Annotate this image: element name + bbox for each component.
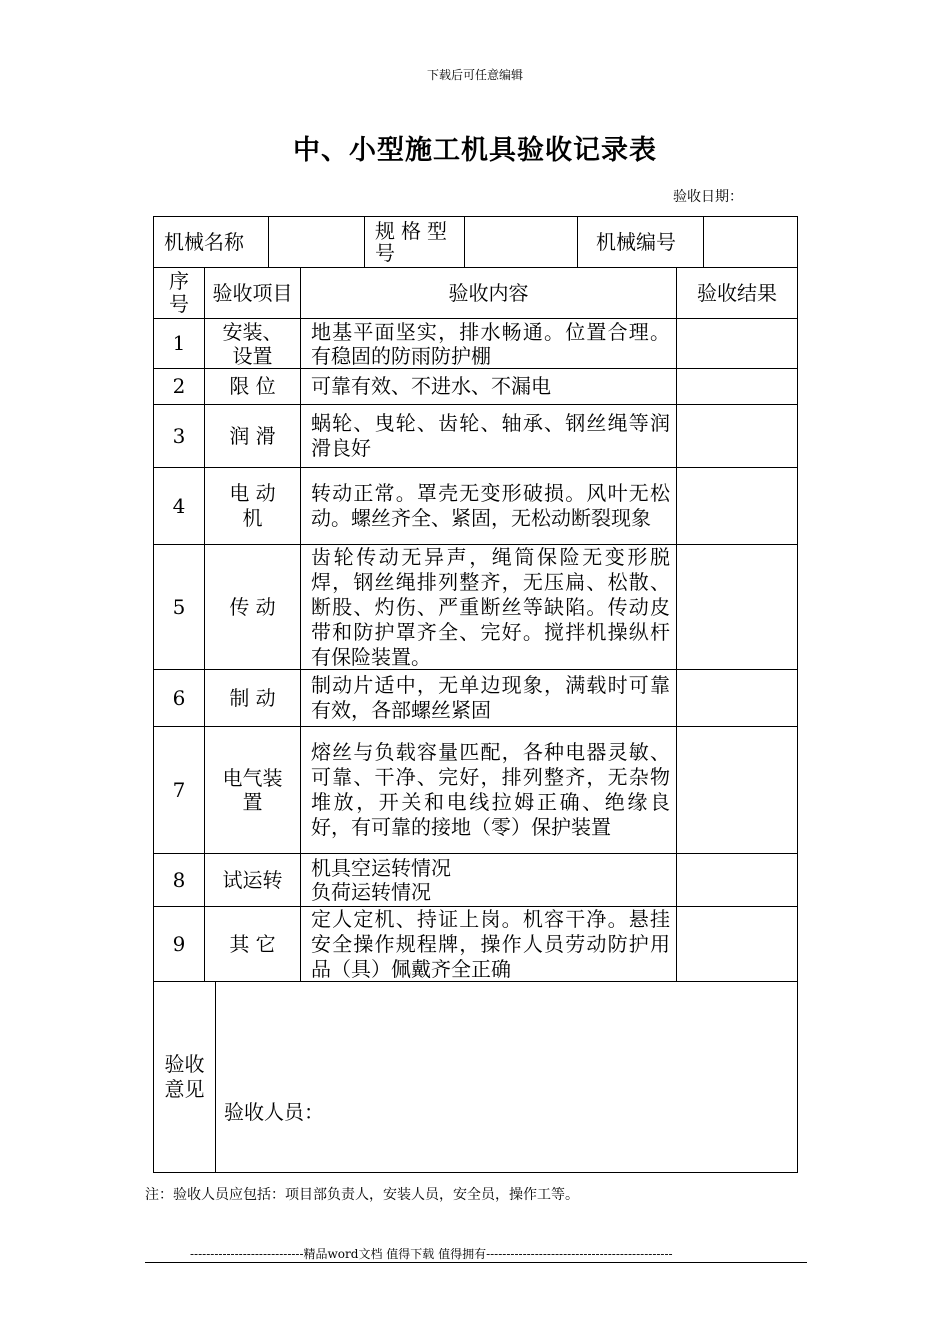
table-row-4-content: 转动正常。罩壳无变形破损。风叶无松动。螺丝齐全、紧固，无松动断裂现象 bbox=[311, 481, 670, 530]
column-header-item: 验收项目 bbox=[212, 280, 293, 305]
opinion-area[interactable] bbox=[216, 982, 797, 1172]
table-row-2-index: 2 bbox=[172, 374, 186, 398]
table-row-8-index: 8 bbox=[172, 867, 186, 892]
inspector-label: 验收人员： bbox=[224, 1100, 324, 1124]
opinion-label: 验收意见 bbox=[164, 1052, 205, 1101]
table-row-7-result[interactable] bbox=[677, 727, 797, 853]
table-row-1-content: 地基平面坚实，排水畅通。位置合理。有稳固的防雨防护棚 bbox=[311, 319, 670, 368]
table-row-3-index: 3 bbox=[172, 423, 186, 448]
table-row-5-item: 传 动 bbox=[229, 594, 276, 619]
rule bbox=[153, 1172, 798, 1173]
table-row-7-index: 7 bbox=[172, 777, 186, 802]
table-row-6-item: 制 动 bbox=[229, 685, 276, 710]
table-row-5-index: 5 bbox=[172, 594, 186, 619]
table-row-6-content: 制动片适中，无单边现象，满载时可靠有效，各部螺丝紧固 bbox=[311, 673, 670, 722]
table-row-6-result[interactable] bbox=[677, 670, 797, 726]
table-row-9-item: 其 它 bbox=[229, 931, 276, 956]
footer-rule bbox=[145, 1262, 807, 1263]
machine-name-value[interactable] bbox=[269, 217, 364, 267]
table-row-7-item: 电气装置 bbox=[222, 766, 283, 814]
table-row-4-result[interactable] bbox=[677, 468, 797, 544]
table-row-2-item: 限 位 bbox=[229, 374, 276, 398]
table-row-9-result[interactable] bbox=[677, 907, 797, 981]
machine-name-label: 机械名称 bbox=[164, 229, 244, 254]
table-row-4-item: 电 动 机 bbox=[229, 481, 283, 530]
table-row-9-index: 9 bbox=[172, 931, 186, 956]
table-row-8-result[interactable] bbox=[677, 854, 797, 906]
table-row-5-result[interactable] bbox=[677, 545, 797, 669]
inspection-date-label: 验收日期： bbox=[673, 189, 743, 205]
column-header-index: 序号 bbox=[169, 269, 189, 316]
footnote: 注：验收人员应包括：项目部负责人，安装人员，安全员，操作工等。 bbox=[145, 1187, 579, 1203]
table-row-8-item: 试运转 bbox=[222, 867, 283, 892]
table-row-8-content: 机具空运转情况 负荷运转情况 bbox=[311, 856, 451, 904]
table-row-1-result[interactable] bbox=[677, 319, 797, 368]
table-row-5-content: 齿轮传动无异声，绳筒保险无变形脱焊，钢丝绳排列整齐，无压扁、松散、断股、灼伤、严重断丝等缺陷。传动皮带和防护罩齐全、完好。搅拌机操纵杆有保险装置。 bbox=[311, 544, 670, 669]
machine-number-value[interactable] bbox=[704, 217, 797, 267]
footer-text: ----------------------------精品word文档 值得下载 值得拥有---------------------------------------------- bbox=[190, 1247, 673, 1261]
table-row-9-content: 定人定机、持证上岗。机容干净。悬挂安全操作规程牌，操作人员劳动防护用品（具）佩戴齐全正确 bbox=[311, 906, 670, 981]
model-spec-value[interactable] bbox=[465, 217, 577, 267]
header-note: 下载后可任意编辑 bbox=[426, 68, 523, 82]
table-row-1-item: 安装、设置 bbox=[222, 319, 283, 368]
machine-number-label: 机械编号 bbox=[596, 229, 676, 254]
table-row-2-content: 可靠有效、不进水、不漏电 bbox=[311, 374, 551, 398]
table-row-3-item: 润 滑 bbox=[229, 423, 276, 448]
table-row-4-index: 4 bbox=[172, 493, 186, 518]
document-title: 中、小型施工机具验收记录表 bbox=[293, 135, 657, 166]
table-row-3-result[interactable] bbox=[677, 405, 797, 467]
table-row-7-content: 熔丝与负载容量匹配，各种电器灵敏、可靠、干净、完好，排列整齐，无杂物堆放，开关和电线拉姆正确、绝缘良好，有可靠的接地（零）保护装置 bbox=[311, 740, 670, 839]
table-row-6-index: 6 bbox=[172, 685, 186, 710]
table-row-3-content: 蜗轮、曳轮、齿轮、轴承、钢丝绳等润滑良好 bbox=[311, 411, 670, 460]
model-spec-label: 规格型号 bbox=[375, 219, 453, 265]
table-row-2-result[interactable] bbox=[677, 369, 797, 404]
column-header-content: 验收内容 bbox=[448, 280, 529, 305]
inspection-table bbox=[153, 216, 798, 1173]
table-row-1-index: 1 bbox=[172, 331, 186, 355]
rule bbox=[797, 216, 798, 1173]
column-header-result: 验收结果 bbox=[697, 280, 777, 305]
